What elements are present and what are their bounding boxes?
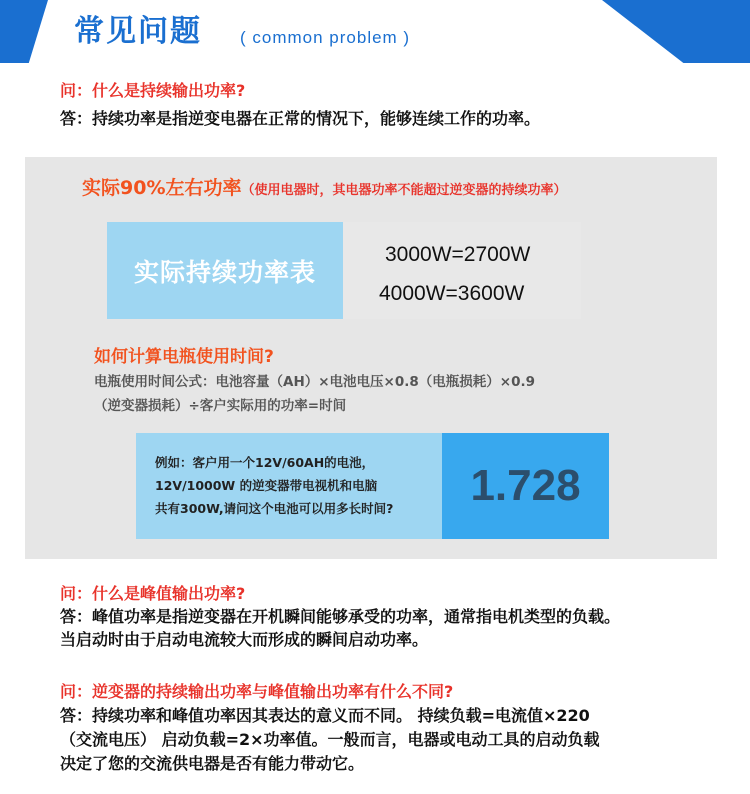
power-table-row: 3000W=2700W: [385, 243, 531, 266]
answer-difference-line: 决定了您的交流供电器是否有能力带动它。: [60, 754, 365, 773]
power-table-title: 实际持续功率表: [133, 257, 316, 287]
example-line: 共有300W,请问这个电池可以用多长时间?: [155, 501, 394, 516]
page-subtitle: ( common problem ): [240, 28, 411, 47]
panel-headline-note: （使用电器时，其电器功率不能超过逆变器的持续功率）: [241, 183, 567, 198]
example-line: 12V/1000W 的逆变器带电视机和电脑: [155, 478, 378, 493]
answer-difference-line: （交流电压） 启动负载=2×功率值。一般而言，电器或电动工具的启动负载: [60, 730, 600, 749]
formula-line: 电瓶使用时间公式：电池容量（AH）×电池电压×0.8（电瓶损耗）×0.9: [94, 374, 536, 390]
power-table-row: 4000W=3600W: [379, 282, 525, 305]
question-peak-power: 问：什么是峰值输出功率?: [60, 584, 246, 603]
panel-headline-main: 实际90%左右功率: [82, 177, 242, 199]
power-table-values: [343, 222, 581, 319]
question-continuous-power: 问：什么是持续输出功率?: [60, 81, 246, 100]
panel-headline: [82, 175, 567, 204]
battery-time-heading: 如何计算电瓶使用时间?: [94, 347, 274, 367]
answer-peak-power-line: 答：峰值功率是指逆变器在开机瞬间能够承受的功率，通常指电机类型的负载。: [60, 607, 621, 626]
example-box: [136, 433, 442, 539]
example-result-box: [442, 433, 609, 539]
header-banner-right: [602, 0, 750, 63]
question-difference: 问：逆变器的持续输出功率与峰值输出功率有什么不同?: [60, 682, 454, 701]
page-title: 常见问题: [74, 14, 202, 49]
power-table-label: [107, 222, 343, 319]
answer-continuous-power: 答：持续功率是指逆变电器在正常的情况下，能够连续工作的功率。: [60, 109, 541, 128]
answer-difference-line: 答：持续功率和峰值功率因其表达的意义而不同。 持续负载=电流值×220: [60, 706, 590, 725]
example-line: 例如：客户用一个12V/60AH的电池，: [155, 455, 375, 470]
header-banner-left: [0, 0, 48, 63]
answer-peak-power-line: 当启动时由于启动电流较大而形成的瞬间启动功率。: [60, 630, 429, 649]
example-result-value: 1.728: [470, 461, 581, 510]
formula-line: （逆变器损耗）÷客户实际用的功率=时间: [94, 398, 347, 414]
